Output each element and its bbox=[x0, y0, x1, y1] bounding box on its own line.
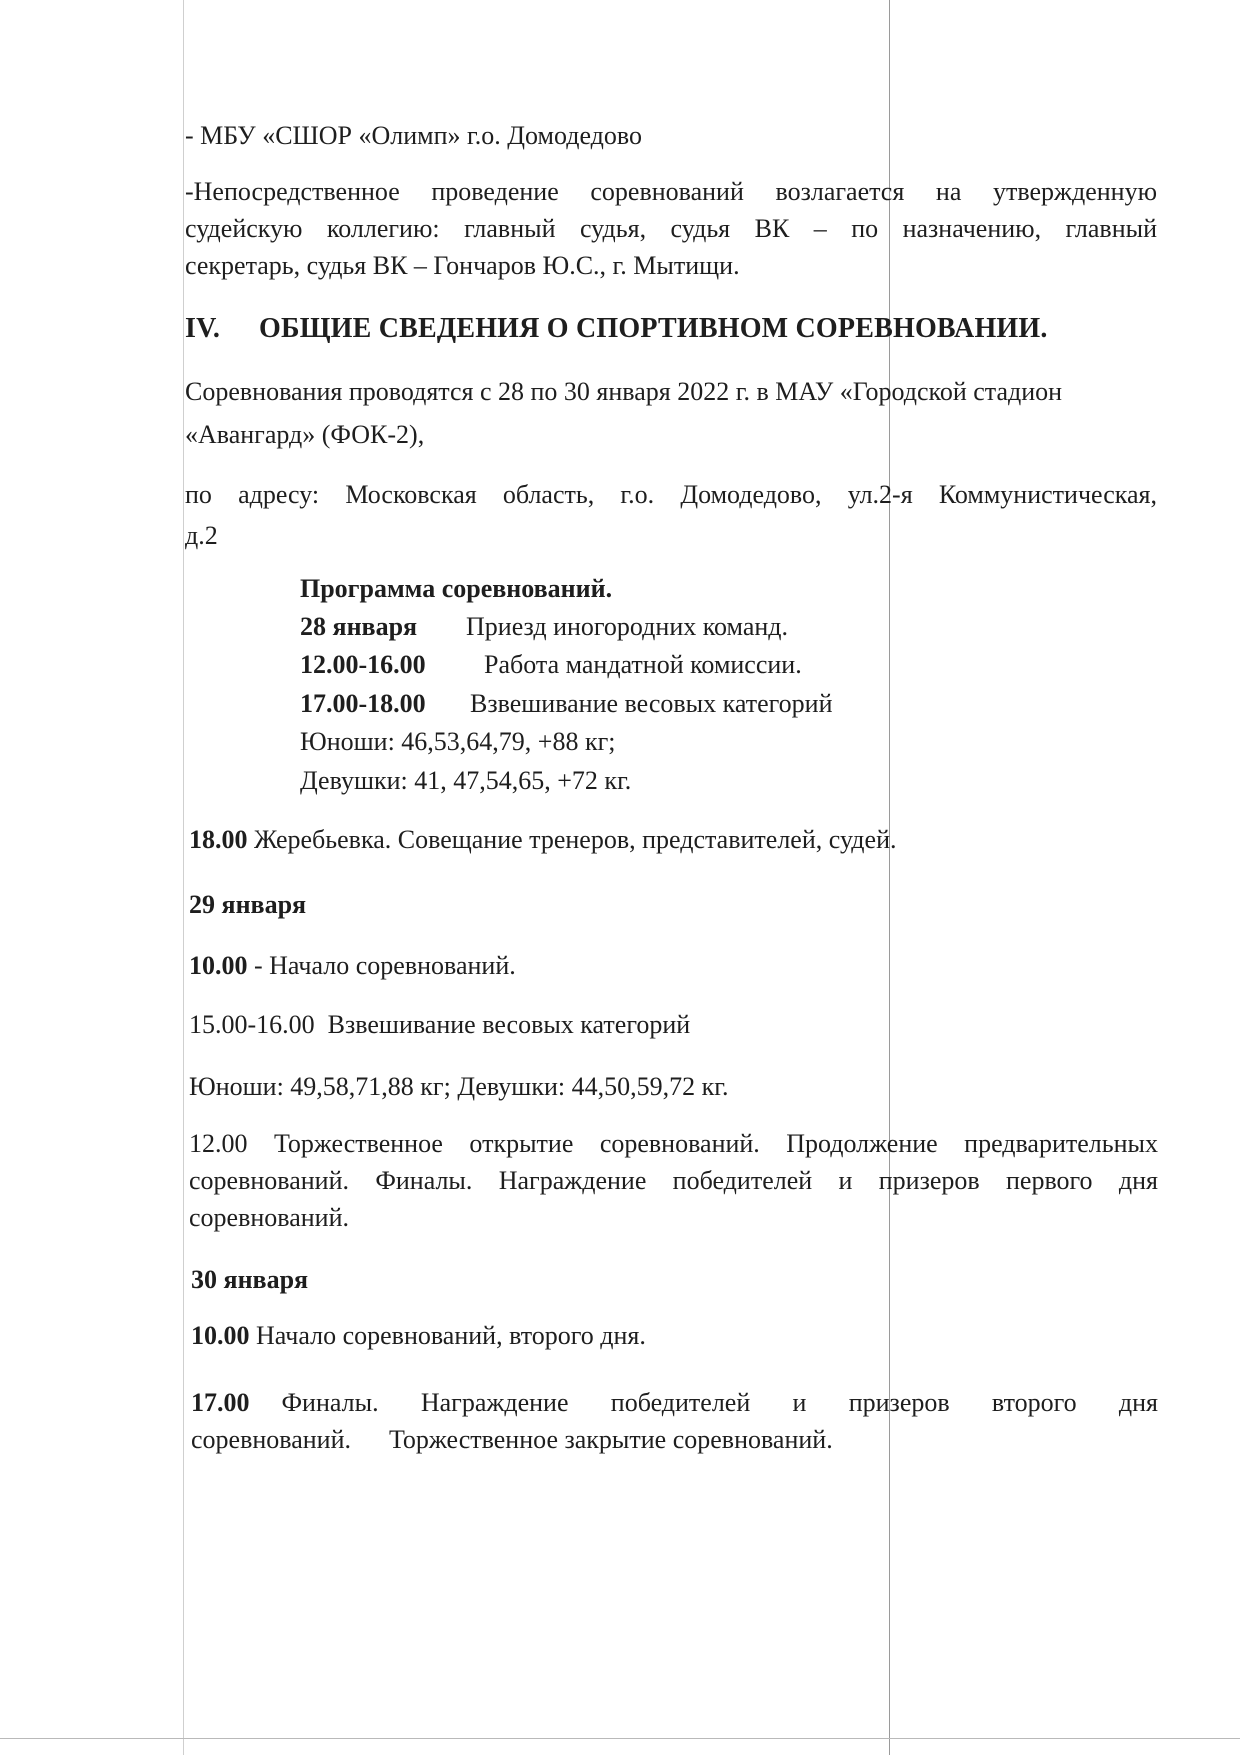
day30-start-text: Начало соревнований, второго дня. bbox=[256, 1321, 646, 1350]
day29-opening-line-2: соревнований. Финалы. Награждение победителей и призеров первого дня bbox=[189, 1166, 1158, 1195]
program-row bbox=[300, 609, 788, 645]
section-number: IV. bbox=[185, 313, 221, 344]
day30-finals-text: Финалы. Награждение победителей и призеров второго дня bbox=[281, 1388, 1158, 1417]
venue-line-1: Соревнования проводятся с 28 по 30 января 2022 г. в МАУ «Городской стадион bbox=[185, 377, 1063, 406]
day29-start-time: 10.00 bbox=[189, 951, 248, 980]
day30-date: 30 января bbox=[191, 1265, 309, 1294]
section-heading bbox=[185, 311, 1048, 347]
address-line-1: по адресу: Московская область, г.о. Домодедово, ул.2-я Коммунистическая, bbox=[185, 480, 1157, 509]
day29-date: 29 января bbox=[189, 890, 307, 919]
day29-weigh: 15.00-16.00 Взвешивание весовых категорий bbox=[189, 1010, 691, 1039]
program-row-time: 28 января bbox=[300, 612, 418, 641]
program-title: Программа соревнований. bbox=[300, 574, 613, 603]
address-line-2: д.2 bbox=[185, 521, 218, 550]
day30-finals-line-2b: Торжественное закрытие соревнований. bbox=[389, 1425, 833, 1454]
day29-opening-line-3: соревнований. bbox=[189, 1203, 349, 1232]
section-title: ОБЩИЕ СВЕДЕНИЯ О СПОРТИВНОМ СОРЕВНОВАНИИ. bbox=[259, 313, 1048, 344]
draw-time: 18.00 bbox=[189, 825, 248, 854]
judging-line-3: секретарь, судья ВК – Гончаров Ю.С., г. Мытищи. bbox=[185, 251, 740, 280]
day30-finals-line-2 bbox=[191, 1422, 833, 1458]
program-girls-categories: Девушки: 41, 47,54,65, +72 кг. bbox=[300, 766, 632, 795]
day30-start bbox=[191, 1318, 646, 1354]
program-row-text: Работа мандатной комиссии. bbox=[484, 650, 802, 679]
day29-categories: Юноши: 49,58,71,88 кг; Девушки: 44,50,59,72 кг. bbox=[189, 1072, 729, 1101]
venue-line-2: «Авангард» (ФОК-2), bbox=[185, 420, 425, 449]
day29-opening-line-1: 12.00 Торжественное открытие соревнований. Продолжение предварительных bbox=[189, 1129, 1158, 1158]
program-boys-categories: Юноши: 46,53,64,79, +88 кг; bbox=[300, 727, 616, 756]
judging-line-2: судейскую коллегию: главный судья, судья ВК – по назначению, главный bbox=[185, 214, 1157, 243]
program-row-text: Приезд иногородних команд. bbox=[466, 612, 789, 641]
scan-edge-line bbox=[183, 0, 184, 1755]
program-row-time: 17.00-18.00 bbox=[300, 689, 426, 718]
judging-line-1: -Непосредственное проведение соревнований возлагается на утвержденную bbox=[185, 177, 1157, 206]
day29-start-text: - Начало соревнований. bbox=[254, 951, 516, 980]
program-row bbox=[300, 686, 833, 722]
organizer-line: - МБУ «СШОР «Олимп» г.о. Домодедово bbox=[185, 121, 642, 150]
draw-text: Жеребьевка. Совещание тренеров, представителей, судей. bbox=[254, 825, 897, 854]
day30-start-time: 10.00 bbox=[191, 1321, 250, 1350]
day30-finals-line-1 bbox=[191, 1385, 1158, 1421]
program-row-time: 12.00-16.00 bbox=[300, 650, 426, 679]
scan-bottom-line bbox=[0, 1738, 1240, 1739]
scan-fold-line bbox=[889, 0, 890, 1755]
day29-start bbox=[189, 948, 516, 984]
day30-finals-line-2a: соревнований. bbox=[191, 1425, 351, 1454]
day30-finals-time: 17.00 bbox=[191, 1388, 250, 1417]
program-row-text: Взвешивание весовых категорий bbox=[470, 689, 833, 718]
program-row bbox=[300, 647, 802, 683]
draw-line bbox=[189, 822, 896, 858]
